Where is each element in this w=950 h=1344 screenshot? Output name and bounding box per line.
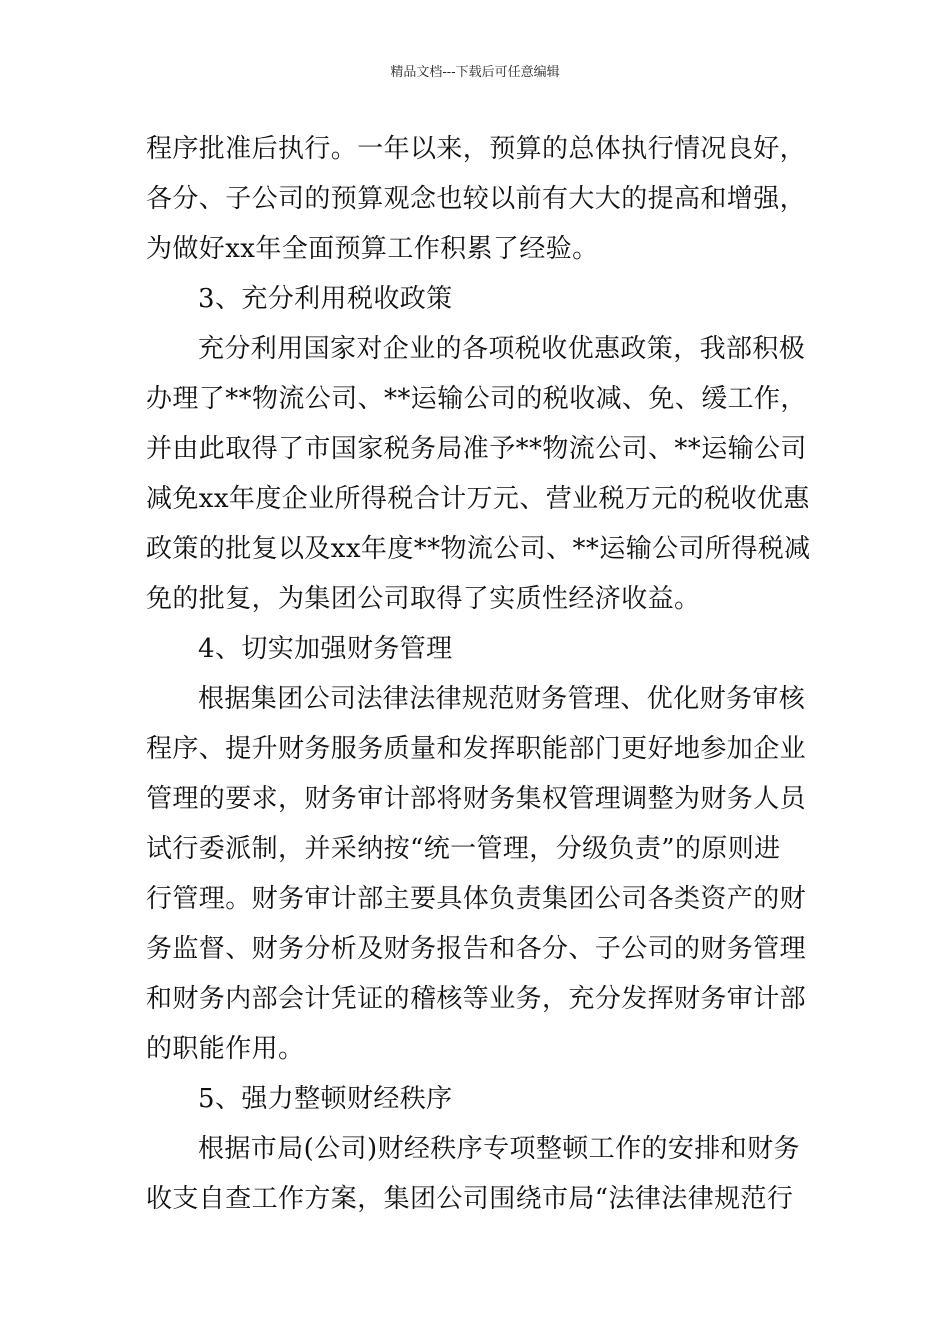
text-line: 程序批准后执行。一年以来，预算的总体执行情况良好， (146, 134, 807, 164)
text-line: 和财务内部会计凭证的稽核等业务，充分发挥财务审计部 (146, 984, 807, 1014)
text-line: 管理的要求，财务审计部将财务集权管理调整为财务人员 (146, 784, 807, 814)
text-line: 各分、子公司的预算观念也较以前有大大的提高和增强， (146, 184, 807, 214)
text-line: 的职能作用。 (146, 1034, 305, 1064)
text-line: 免的批复，为集团公司取得了实质性经济收益。 (146, 584, 701, 614)
text-line: 政策的批复以及xx年度**物流公司、**运输公司所得税减 (146, 534, 811, 564)
text-line: 根据市局(公司)财经秩序专项整顿工作的安排和财务 (198, 1134, 800, 1164)
text-line: 试行委派制，并采纳按“统一管理，分级负责”的原则进 (146, 834, 781, 864)
text-line: 减免xx年度企业所得税合计万元、营业税万元的税收优惠 (146, 484, 810, 514)
section-heading-5: 5、强力整顿财经秩序 (198, 1084, 453, 1114)
page-header: 精品文档---下载后可任意编辑 (390, 65, 560, 80)
text-line: 收支自查工作方案，集团公司围绕市局“法律法律规范行 (146, 1184, 794, 1214)
section-heading-4: 4、切实加强财务管理 (198, 634, 453, 664)
text-line: 行管理。财务审计部主要具体负责集团公司各类资产的财 (146, 884, 807, 914)
text-line: 办理了**物流公司、**运输公司的税收减、免、缓工作， (146, 384, 807, 414)
section-heading-3: 3、充分利用税收政策 (198, 284, 453, 314)
document-body (146, 124, 811, 1224)
text-line: 为做好xx年全面预算工作积累了经验。 (146, 234, 599, 264)
text-line: 根据集团公司法律法律规范财务管理、优化财务审核 (198, 684, 806, 714)
text-line: 充分利用国家对企业的各项税收优惠政策，我部积极 (198, 334, 806, 364)
text-line: 程序、提升财务服务质量和发挥职能部门更好地参加企业 (146, 734, 807, 764)
text-line: 务监督、财务分析及财务报告和各分、子公司的财务管理 (146, 934, 807, 964)
text-line: 并由此取得了市国家税务局准予**物流公司、**运输公司 (146, 434, 807, 464)
